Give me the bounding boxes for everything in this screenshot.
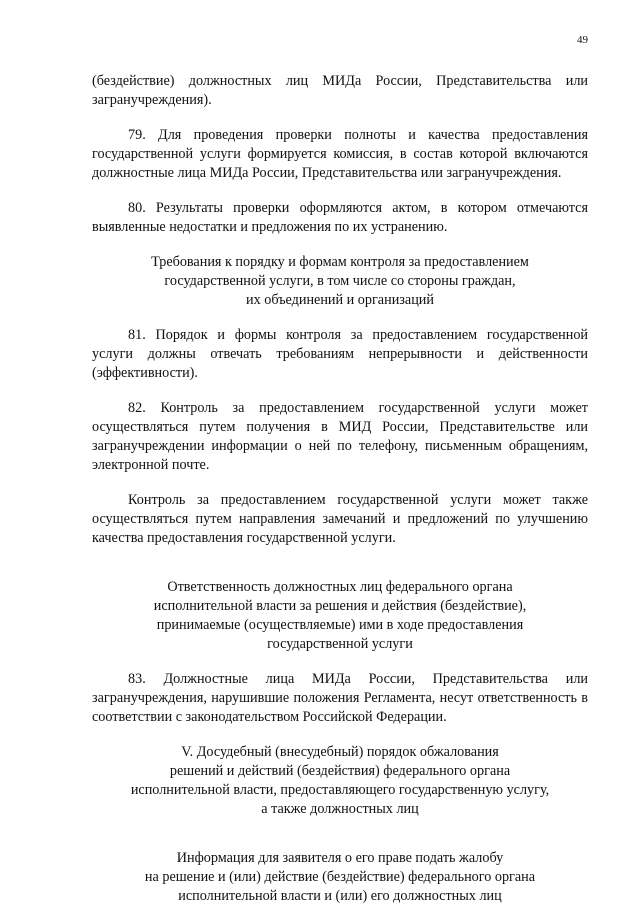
paragraph-81: 81. Порядок и формы контроля за предоставлением государственной услуги должны отвечать требованиям непрерывности и действенности (эффективности).: [92, 327, 588, 381]
heading-line: V. Досудебный (внесудебный) порядок обжалования: [181, 744, 499, 760]
section-heading-control-requirements: [92, 253, 588, 310]
heading-line: исполнительной власти и (или) его должностных лиц: [178, 888, 502, 904]
heading-line: их объединений и организаций: [246, 292, 434, 308]
heading-line: а также должностных лиц: [261, 801, 419, 817]
heading-line: Информация для заявителя о его праве подать жалобу: [176, 850, 504, 866]
section-heading-v-appeal-procedure: [92, 743, 588, 819]
paragraph-continuation: (бездействие) должностных лиц МИДа России, Представительства или загранучреждения).: [92, 73, 588, 108]
section-heading-responsibility: [92, 578, 588, 654]
heading-line: государственной услуги, в том числе со стороны граждан,: [164, 273, 516, 289]
heading-line: исполнительной власти за решения и действия (бездействие),: [153, 598, 527, 614]
document-body: [92, 72, 588, 906]
paragraph-80: 80. Результаты проверки оформляются актом, в котором отмечаются выявленные недостатки и предложения по их устранению.: [92, 200, 588, 235]
paragraph-82: 82. Контроль за предоставлением государственной услуги может осуществляться путем получения в МИД России, Представительстве или загранучреждении информации о ней по телефону, письменным обращениям, электронной почте.: [92, 400, 588, 473]
heading-line: исполнительной власти, предоставляющего государственную услугу,: [130, 782, 550, 798]
heading-line: Ответственность должностных лиц федерального органа: [167, 579, 513, 595]
heading-line: решений и действий (бездействия) федерального органа: [169, 763, 511, 779]
heading-line: на решение и (или) действие (бездействие) федерального органа: [144, 869, 536, 885]
page-number: 49: [577, 34, 588, 46]
heading-line: Требования к порядку и формам контроля за предоставлением: [151, 254, 529, 270]
paragraph-79: 79. Для проведения проверки полноты и качества предоставления государственной услуги формируется комиссия, в состав которой включаются должностные лица МИДа России, Представительства или загранучреждения.: [92, 127, 588, 181]
paragraph-83: 83. Должностные лица МИДа России, Представительства или загранучреждения, нарушившие положения Регламента, несут ответственность в соответствии с законодательством Российской Федерации.: [92, 671, 588, 725]
heading-line: принимаемые (осуществляемые) ими в ходе предоставления: [156, 617, 524, 633]
heading-line: государственной услуги: [267, 636, 413, 652]
section-heading-complaint-info: [92, 849, 588, 906]
paragraph-82-continued: Контроль за предоставлением государственной услуги может также осуществляться путем направления замечаний и предложений по улучшению качества предоставления государственной услуги.: [92, 492, 588, 546]
